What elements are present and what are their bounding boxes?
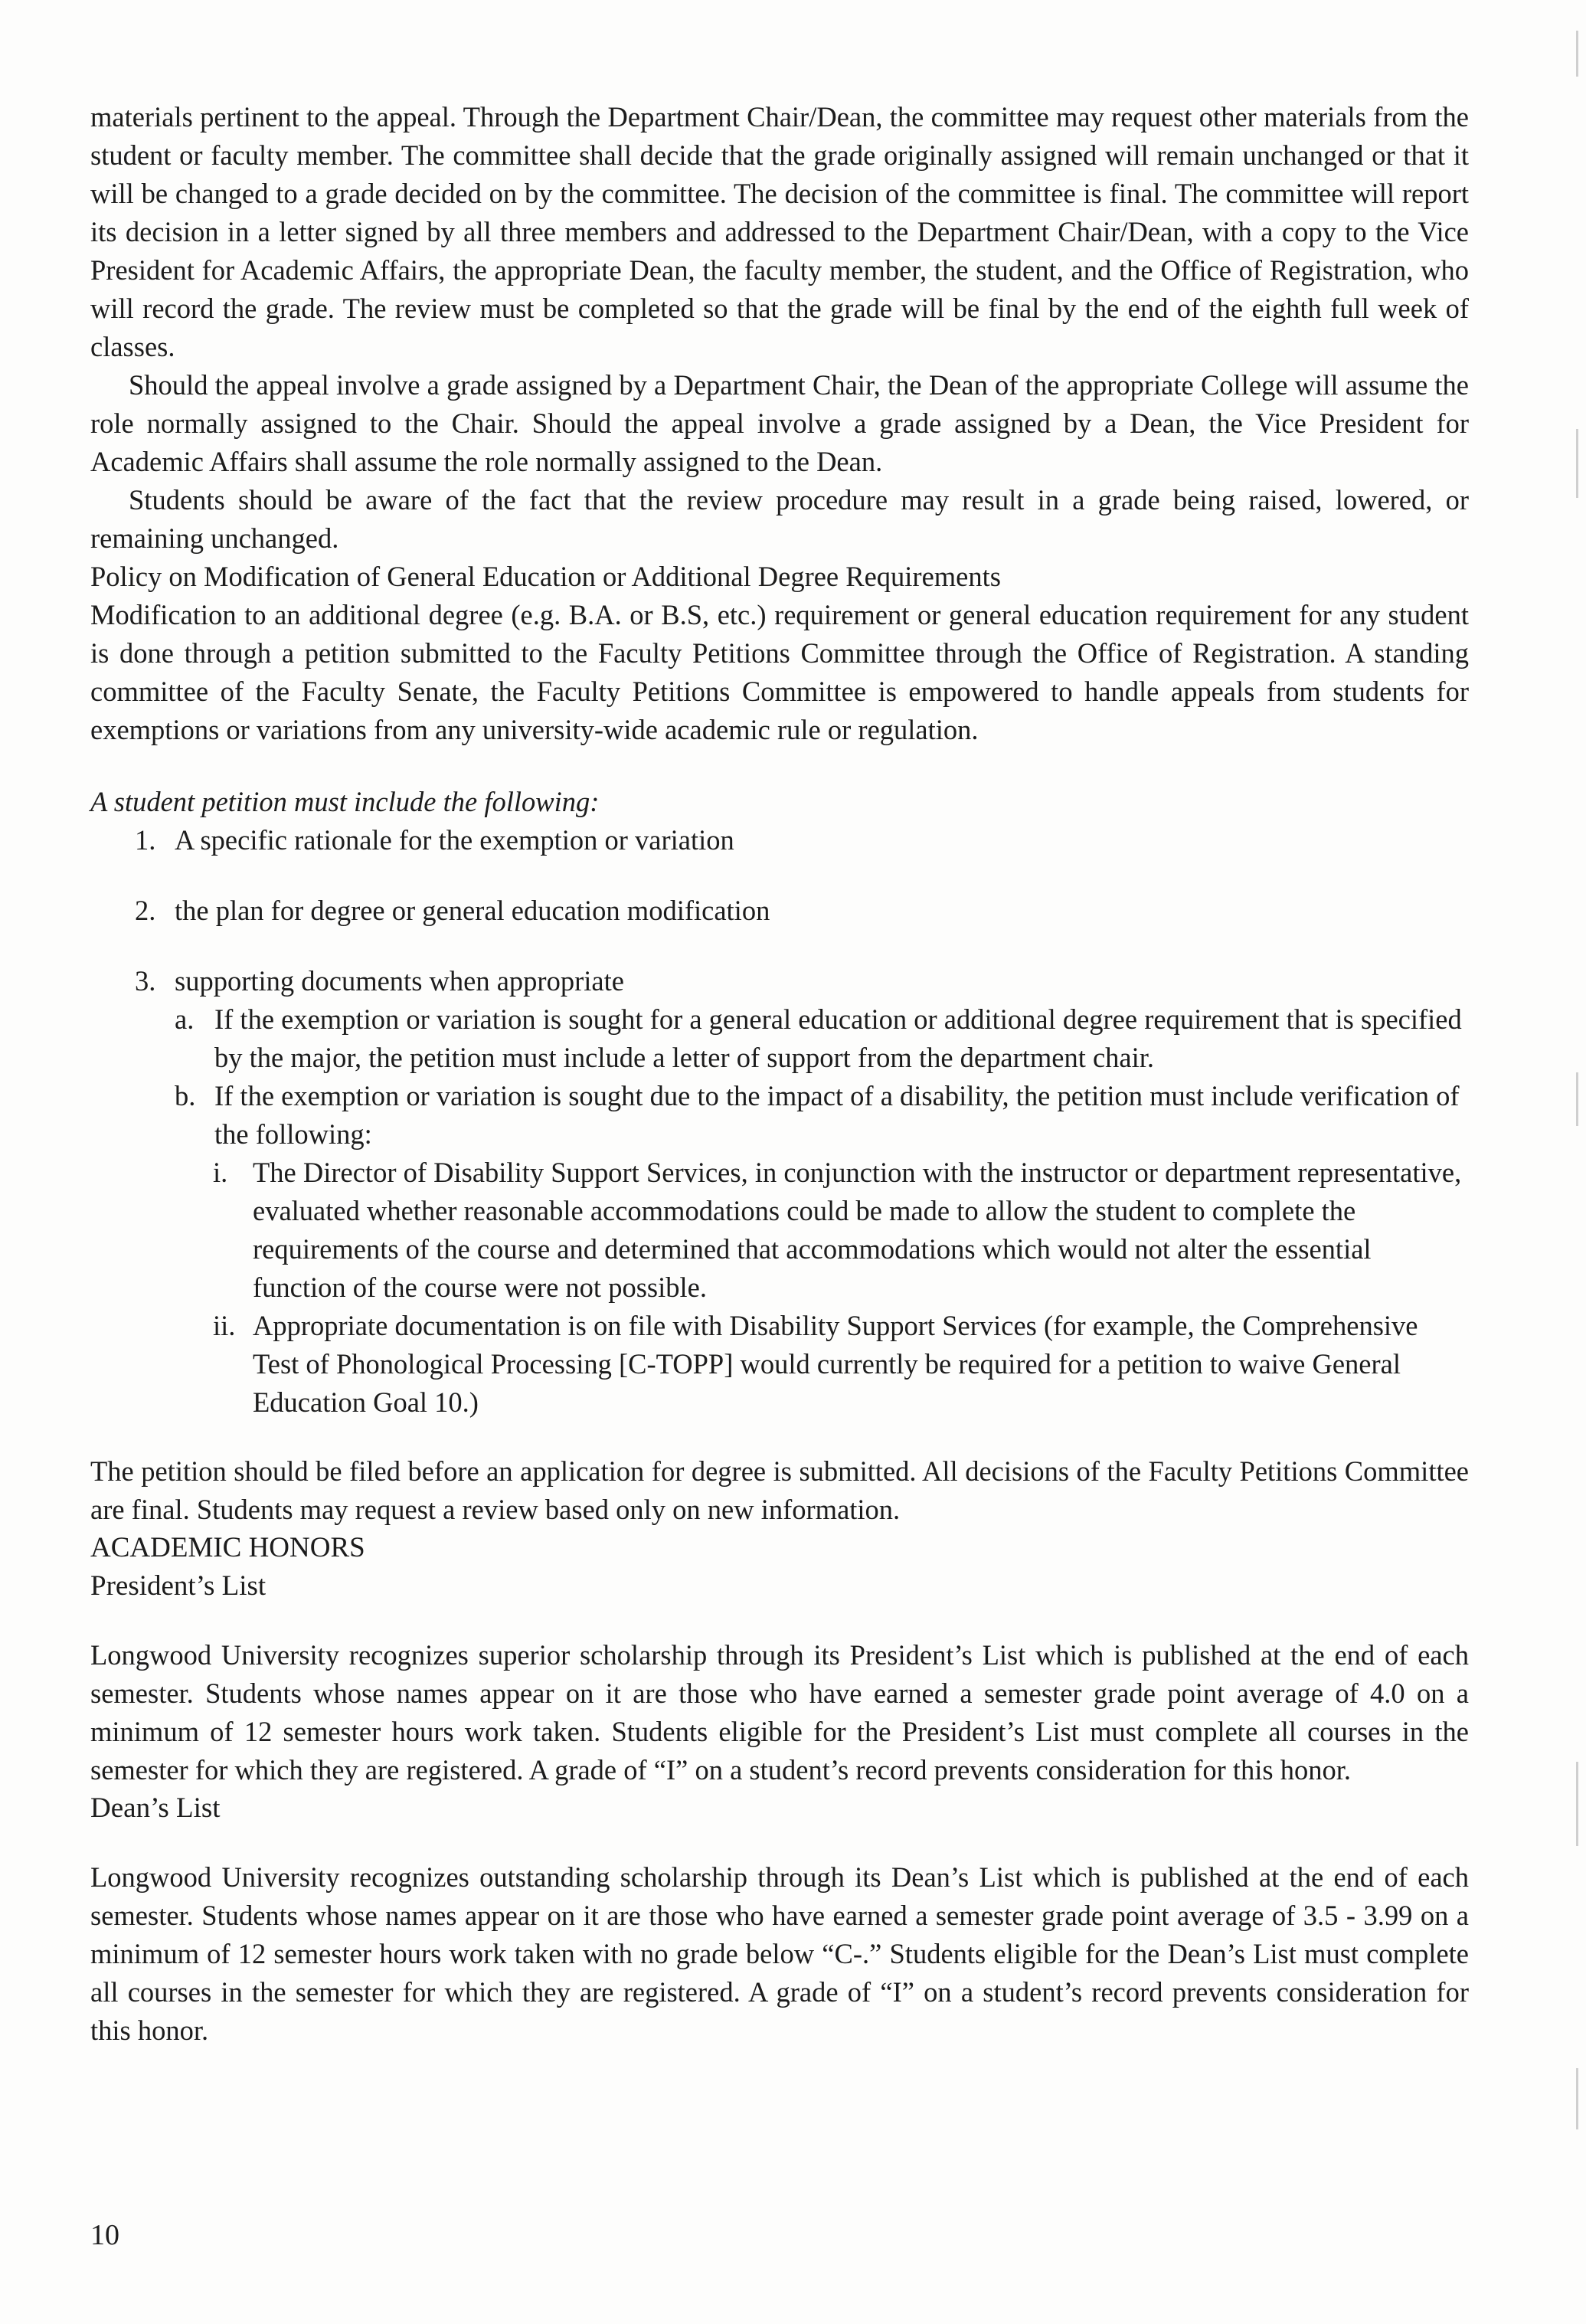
deans-list-paragraph: Longwood University recognizes outstanding scholarship through its Dean’s List which is published at the end of each semester. Students whose names appear on it are those who have earned a semester grade point average of 3.5 - 3.99 on a minimum of 12 semester hours work taken with no grade below “C-.” Students eligible for the Dean’s List must complete all courses in the semester for which they are registered. A grade of “I” on a student’s record prevents consideration for this honor. bbox=[90, 1861, 1469, 2046]
page-number: 10 bbox=[90, 2219, 119, 2251]
scan-edge-mark bbox=[1576, 429, 1578, 498]
scan-edge-mark bbox=[1576, 1072, 1578, 1126]
list-number: 2. bbox=[135, 895, 156, 926]
document-body bbox=[90, 98, 1469, 2050]
list-number: i. bbox=[213, 1157, 228, 1188]
academic-honors-heading: ACADEMIC HONORS bbox=[90, 1532, 365, 1563]
petition-closing-paragraph: The petition should be filed before an application for degree is submitted. All decisions of the Faculty Petitions Committee are final. Students may request a review based only on new information. bbox=[90, 1455, 1469, 1525]
scan-edge-mark bbox=[1576, 1762, 1578, 1846]
review-outcome-paragraph: Students should be aware of the fact that the review procedure may result in a grade being raised, lowered, or remaining unchanged. bbox=[90, 484, 1469, 554]
list-number: ii. bbox=[213, 1310, 236, 1341]
list-item-text: the plan for degree or general education modification bbox=[175, 895, 770, 926]
presidents-list-heading: President’s List bbox=[90, 1570, 267, 1602]
policy-title: Policy on Modification of General Education or Additional Degree Requirements bbox=[90, 561, 1001, 592]
appeal-paragraph-continued: materials pertinent to the appeal. Through the Department Chair/Dean, the committee may request other materials from the student or faculty member. The committee shall decide that the grade originally assigned will remain unchanged or that it will be changed to a grade decided on by the committee. The decision of the committee is final. The committee will report its decision in a letter signed by all three members and addressed to the Department Chair/Dean, with a copy to the Vice President for Academic Affairs, the appropriate Dean, the faculty member, the student, and the Office of Registration, who will record the grade. The review must be completed so that the grade will be final by the end of the eighth full week of classes. bbox=[90, 101, 1469, 362]
presidents-list-paragraph: Longwood University recognizes superior scholarship through its President’s List which is published at the end of each semester. Students whose names appear on it are those who have earned a semester grade point average of 4.0 on a minimum of 12 semester hours work taken. Students eligible for the President’s List must complete all courses in the semester for which they are registered. A grade of “I” on a student’s record prevents consideration for this honor. bbox=[90, 1639, 1469, 1786]
list-number: 1. bbox=[135, 824, 156, 856]
deans-list-heading: Dean’s List bbox=[90, 1792, 221, 1824]
list-number: 3. bbox=[135, 965, 156, 997]
petition-intro: A student petition must include the following: bbox=[90, 786, 600, 817]
scan-edge-mark bbox=[1576, 2068, 1578, 2129]
list-item-text: The Director of Disability Support Services, in conjunction with the instructor or department representative, evaluated whether reasonable accommodations could be made to allow the student to complete the requirements of the course and determined that accommodations which would not alter the essential function of the course were not possible. bbox=[253, 1157, 1462, 1303]
list-item-text: supporting documents when appropriate bbox=[175, 965, 624, 997]
petition-requirements-list bbox=[90, 821, 1469, 1000]
list-item-text: Appropriate documentation is on file with Disability Support Services (for example, the Comprehensive Test of Phonological Processing [C-TOPP] would currently be required for a petition to waive General Education Goal 10.) bbox=[253, 1310, 1418, 1418]
petition-sublist bbox=[90, 1000, 1469, 1154]
list-number: b. bbox=[175, 1080, 196, 1111]
petition-subsublist bbox=[90, 1154, 1469, 1422]
list-item bbox=[90, 821, 1469, 859]
sub-item-ii bbox=[90, 1307, 1469, 1422]
list-number: a. bbox=[175, 1003, 195, 1035]
policy-paragraph: Modification to an additional degree (e.g. B.A. or B.S, etc.) requirement or general education requirement for any student is done through a petition submitted to the Faculty Petitions Committee through the Office of Registration. A standing committee of the Faculty Senate, the Faculty Petitions Committee is empowered to handle appeals from students for exemptions or variations from any university-wide academic rule or regulation. bbox=[90, 599, 1469, 745]
scan-edge-mark bbox=[1576, 31, 1578, 77]
list-item bbox=[90, 892, 1469, 930]
list-item-text: If the exemption or variation is sought due to the impact of a disability, the petition must include verification of the following: bbox=[214, 1080, 1460, 1150]
sub-item-b bbox=[90, 1077, 1469, 1154]
appeal-chair-paragraph: Should the appeal involve a grade assigned by a Department Chair, the Dean of the appropriate College will assume the role normally assigned to the Chair. Should the appeal involve a grade assigned by a Dean, the Vice President for Academic Affairs shall assume the role normally assigned to the Dean. bbox=[90, 369, 1469, 477]
list-item bbox=[90, 962, 1469, 1000]
sub-item-i bbox=[90, 1154, 1469, 1307]
list-item-text: If the exemption or variation is sought for a general education or additional degree requirement that is specified by the major, the petition must include a letter of support from the department chair. bbox=[214, 1003, 1462, 1073]
sub-item-a bbox=[90, 1000, 1469, 1077]
list-item-text: A specific rationale for the exemption or variation bbox=[175, 824, 734, 856]
